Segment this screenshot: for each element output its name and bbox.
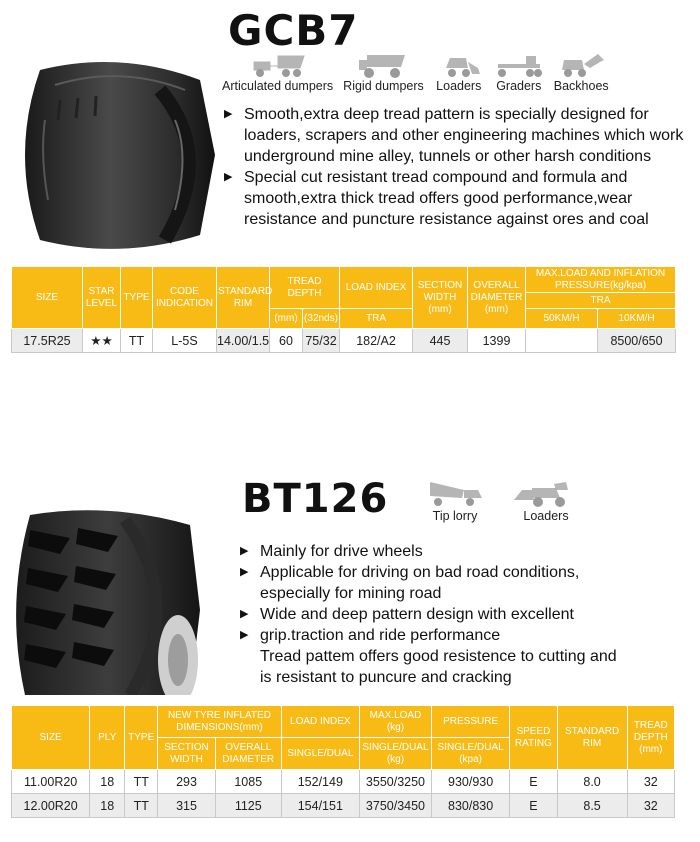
gcb7-spec-table — [11, 266, 676, 353]
header-size: SIZE — [12, 267, 83, 329]
table-row — [12, 794, 675, 818]
grader-icon — [494, 52, 544, 78]
header-max-load: MAX.LOAD (kg) — [359, 706, 431, 738]
cell-max-load: 3550/3250 — [359, 770, 431, 794]
gcb7-tyre-image — [0, 60, 220, 255]
feature-item: ▶ Smooth,extra deep tread pattern is specially designed for loaders, scrapers and other engineering machines which work underground mine alley, tunnels or other harsh conditions — [224, 106, 684, 165]
header-overall-diameter: OVERALL DIAMETER (mm) — [468, 267, 526, 329]
bt126-feature-list — [238, 541, 678, 688]
header-pressure: PRESSURE — [432, 706, 510, 738]
bt126-tyre-image — [0, 510, 205, 695]
feature-item: ▶ Special cut resistant tread compound and formula and smooth,extra thick tread offers good performance,wear resistance and puncture resistance against ores and coal — [224, 169, 649, 228]
header-ply: PLY — [90, 706, 125, 770]
gcb7-section — [0, 0, 700, 370]
header-max-load: MAX.LOAD AND INFLATION PRESSURE(kg/kpa) — [526, 267, 676, 293]
cell-tread-mm: 60 — [270, 329, 303, 353]
cell-rim: 14.00/1.5 — [217, 329, 270, 353]
header-standard-rim: STANDARD RIM — [557, 706, 627, 770]
gcb7-application-icons — [222, 52, 619, 93]
cell-tread: 32 — [627, 770, 674, 794]
feature-item: ▶ Mainly for drive wheels — [240, 543, 423, 560]
cell-size: 11.00R20 — [12, 770, 90, 794]
app-articulated-dumpers — [222, 52, 333, 93]
cell-section-width: 293 — [158, 770, 216, 794]
tip-lorry-icon — [424, 478, 486, 508]
header-load-sub: SINGLE/DUAL — [281, 738, 359, 770]
cell-load-index: 154/151 — [281, 794, 359, 818]
triangle-bullet-icon: ▶ — [240, 629, 249, 641]
header-size: SIZE — [12, 706, 90, 770]
cell-10kmh: 8500/650 — [598, 329, 676, 353]
bt126-spec-table — [11, 705, 675, 818]
header-tread-depth: TREAD DEPTH — [270, 267, 340, 309]
bt126-section — [0, 460, 700, 842]
gcb7-feature-list — [222, 104, 698, 230]
app-graders — [494, 52, 544, 93]
triangle-bullet-icon: ▶ — [240, 545, 249, 557]
cell-pressure: 830/830 — [432, 794, 510, 818]
bt126-application-icons — [424, 478, 594, 523]
cell-speed: E — [510, 770, 557, 794]
cell-rim: 8.5 — [557, 794, 627, 818]
cell-max-load: 3750/3450 — [359, 794, 431, 818]
cell-type: TT — [125, 794, 158, 818]
table-row — [12, 770, 675, 794]
feature-item: ▶ grip.traction and ride performance — [240, 627, 501, 644]
app-label: Rigid dumpers — [343, 79, 424, 93]
header-rim: STANDARD RIM — [217, 267, 270, 329]
cell-overall-diameter: 1399 — [468, 329, 526, 353]
rigid-dumper-icon — [353, 52, 413, 78]
feature-item: is resistant to puncure and cracking — [260, 669, 512, 686]
header-section-width: SECTION WIDTH — [158, 738, 216, 770]
cell-ply: 18 — [90, 794, 125, 818]
header-tra: TRA — [340, 309, 413, 329]
header-load-index: LOAD INDEX — [281, 706, 359, 738]
triangle-bullet-icon: ▶ — [240, 566, 249, 578]
triangle-bullet-icon: ▶ — [224, 171, 233, 183]
app-loaders — [434, 52, 484, 93]
cell-section-width: 445 — [413, 329, 468, 353]
cell-section-width: 315 — [158, 794, 216, 818]
app-label: Graders — [496, 79, 542, 93]
gcb7-model-title: GCB7 — [228, 6, 359, 55]
cell-tread-32: 75/32 — [303, 329, 340, 353]
app-label: Backhoes — [553, 79, 609, 93]
header-type: TYPE — [121, 267, 153, 329]
header-max-load-sub: SINGLE/DUAL (kg) — [359, 738, 431, 770]
cell-ply: 18 — [90, 770, 125, 794]
articulated-dumper-icon — [248, 52, 308, 78]
loader-icon — [508, 478, 584, 508]
cell-load-index: 152/149 — [281, 770, 359, 794]
cell-speed: E — [510, 794, 557, 818]
table-row — [12, 329, 676, 353]
bt126-model-title: BT126 — [242, 476, 389, 522]
app-backhoes — [554, 52, 609, 93]
app-label: Tip lorry — [432, 509, 478, 523]
feature-item: ▶ Applicable for driving on bad road conditions, — [240, 564, 580, 581]
app-tip-lorry — [424, 478, 486, 523]
header-tread-32nds: (32nds) — [303, 309, 340, 329]
loader-icon — [434, 52, 484, 78]
header-load-index: LOAD INDEX — [340, 267, 413, 309]
cell-type: TT — [121, 329, 153, 353]
cell-tread: 32 — [627, 794, 674, 818]
header-tread-mm: (mm) — [270, 309, 303, 329]
app-label: Articulated dumpers — [222, 79, 334, 93]
cell-size: 17.5R25 — [12, 329, 83, 353]
header-type: TYPE — [125, 706, 158, 770]
header-50kmh: 50KM/H — [526, 309, 598, 329]
feature-item: ▶ Wide and deep pattern design with excellent — [240, 606, 574, 623]
cell-size: 12.00R20 — [12, 794, 90, 818]
triangle-bullet-icon: ▶ — [240, 608, 249, 620]
header-overall-diameter: OVERALL DIAMETER — [215, 738, 281, 770]
cell-type: TT — [125, 770, 158, 794]
header-10kmh: 10KM/H — [598, 309, 676, 329]
header-new-tyre: NEW TYRE INFLATED DIMENSIONS(mm) — [158, 706, 282, 738]
header-section-width: SECTION WIDTH (mm) — [413, 267, 468, 329]
header-pressure-sub: SINGLE/DUAL (kpa) — [432, 738, 510, 770]
header-star-level: STAR LEVEL — [83, 267, 121, 329]
app-rigid-dumpers — [343, 52, 424, 93]
feature-item: Tread pattem offers good resistence to cutting and — [260, 648, 617, 665]
header-max-tra: TRA — [526, 293, 676, 309]
feature-item: especially for mining road — [260, 585, 442, 602]
cell-rim: 8.0 — [557, 770, 627, 794]
app-label: Loaders — [523, 509, 569, 523]
cell-load-index: 182/A2 — [340, 329, 413, 353]
cell-overall-diameter: 1125 — [215, 794, 281, 818]
header-tread-depth: TREAD DEPTH (mm) — [627, 706, 674, 770]
cell-pressure: 930/930 — [432, 770, 510, 794]
app-label: Loaders — [436, 79, 482, 93]
cell-code: L-5S — [153, 329, 217, 353]
header-code: CODE INDICATION — [153, 267, 217, 329]
triangle-bullet-icon: ▶ — [224, 108, 233, 120]
header-speed-rating: SPEED RATING — [510, 706, 557, 770]
backhoe-icon — [554, 52, 608, 78]
cell-50kmh — [526, 329, 598, 353]
cell-star: ★★ — [83, 329, 121, 353]
app-loaders — [508, 478, 584, 523]
cell-overall-diameter: 1085 — [215, 770, 281, 794]
